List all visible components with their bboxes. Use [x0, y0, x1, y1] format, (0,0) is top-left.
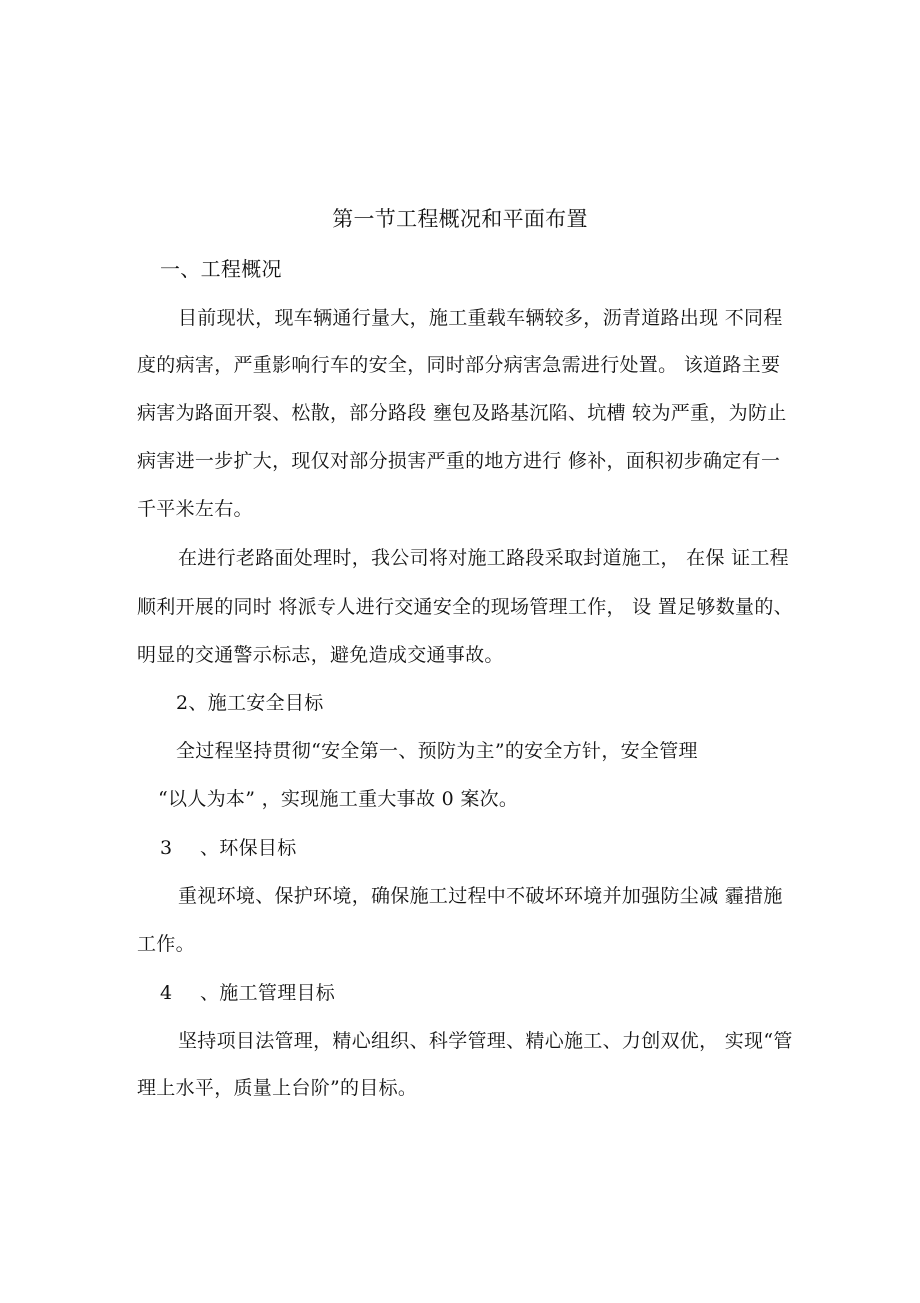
paragraph-line: 度的病害，严重影响行车的安全，同时部分病害急需进行处置。 该道路主要	[137, 354, 781, 376]
section-heading-text: 、环保目标	[200, 837, 297, 859]
section-number: 4	[160, 982, 173, 1004]
paragraph-line: 重视环境、保护环境，确保施工过程中不破坏环境并加强防尘减 霾措施	[178, 885, 783, 907]
paragraph-line: 顺利开展的同时 将派专人进行交通安全的现场管理工作， 设 置足够数量的、	[137, 596, 793, 618]
section-heading-safety: 2、施工安全目标	[176, 692, 324, 714]
paragraph-line: 坚持项目法管理，精心组织、科学管理、精心施工、力创双优， 实现“管	[178, 1030, 793, 1052]
paragraph-line: 全过程坚持贯彻“安全第一、预防为主”的安全方针，安全管理	[176, 740, 698, 762]
page-title: 第一节工程概况和平面布置	[332, 207, 588, 231]
paragraph-line: 工作。	[137, 933, 195, 955]
section-heading-text: 、施工管理目标	[200, 982, 336, 1004]
paragraph-line: 理上水平，质量上台阶”的目标。	[137, 1077, 418, 1099]
paragraph-line: 病害为路面开裂、松散，部分路段 壅包及路基沉陷、坑槽 较为严重，为防止	[137, 402, 787, 424]
section-heading-overview: 一、工程概况	[160, 257, 282, 281]
paragraph-line: 千平米左右。	[137, 498, 253, 520]
paragraph-line: “以人为本” ，实现施工重大事故 0 案次。	[158, 788, 519, 810]
paragraph-line: 在进行老路面处理时，我公司将对施工路段采取封道施工， 在保 证工程	[178, 547, 789, 569]
paragraph-line: 明显的交通警示标志，避免造成交通事故。	[137, 644, 504, 666]
section-heading-management	[160, 981, 335, 1005]
section-heading-environment	[160, 836, 297, 860]
paragraph-line: 目前现状，现车辆通行量大，施工重载车辆较多，沥青道路出现 不同程	[178, 307, 783, 329]
paragraph-line: 病害进一步扩大，现仅对部分损害严重的地方进行 修补，面积初步确定有一	[137, 450, 781, 472]
section-number: 3	[160, 837, 173, 859]
